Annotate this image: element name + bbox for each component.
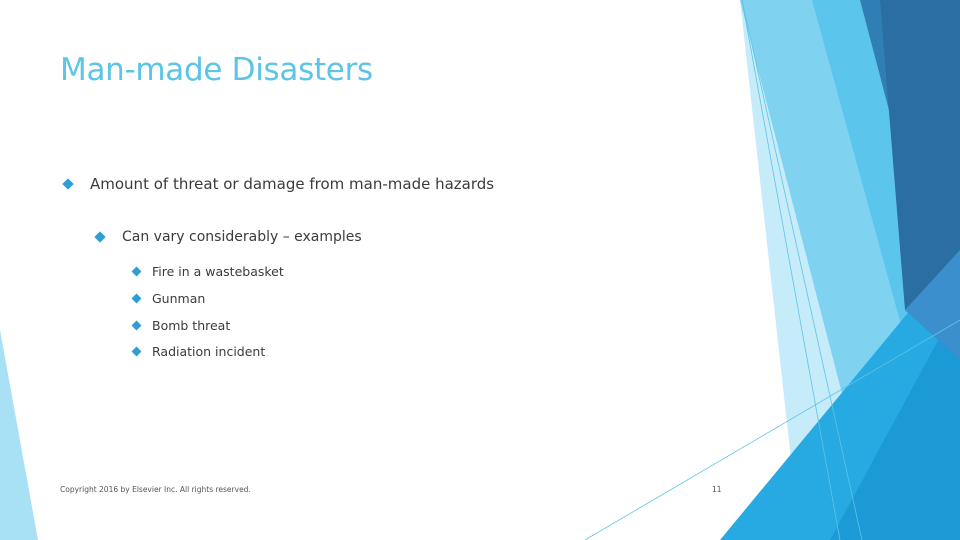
bullet-level3-text: Bomb threat	[152, 318, 231, 333]
diamond-bullet-icon	[94, 231, 105, 242]
bullet-level1-text: Amount of threat or damage from man-made hazards	[90, 175, 495, 193]
page-number: 11	[712, 485, 722, 494]
copyright-footer: Copyright 2016 by Elsevier Inc. All rights reserved.	[60, 485, 251, 494]
diamond-bullet-icon	[132, 267, 142, 277]
diamond-bullet-icon	[132, 294, 142, 304]
diamond-bullet-icon	[132, 347, 142, 357]
bullet-level1	[64, 175, 494, 193]
slide-title: Man-made Disasters	[60, 52, 373, 88]
bullet-level3-text: Fire in a wastebasket	[152, 264, 284, 279]
bullet-level3-item	[133, 318, 230, 333]
bullet-level3-item	[133, 291, 205, 306]
bullet-level2-text: Can vary considerably – examples	[122, 229, 362, 245]
diamond-bullet-icon	[62, 178, 73, 189]
bullet-level3-text: Gunman	[152, 291, 206, 306]
bullet-level3-text: Radiation incident	[152, 344, 266, 359]
bullet-level3-item	[133, 264, 284, 279]
bullet-level3-item	[133, 344, 265, 359]
diamond-bullet-icon	[132, 321, 142, 331]
bullet-level2	[96, 229, 362, 245]
